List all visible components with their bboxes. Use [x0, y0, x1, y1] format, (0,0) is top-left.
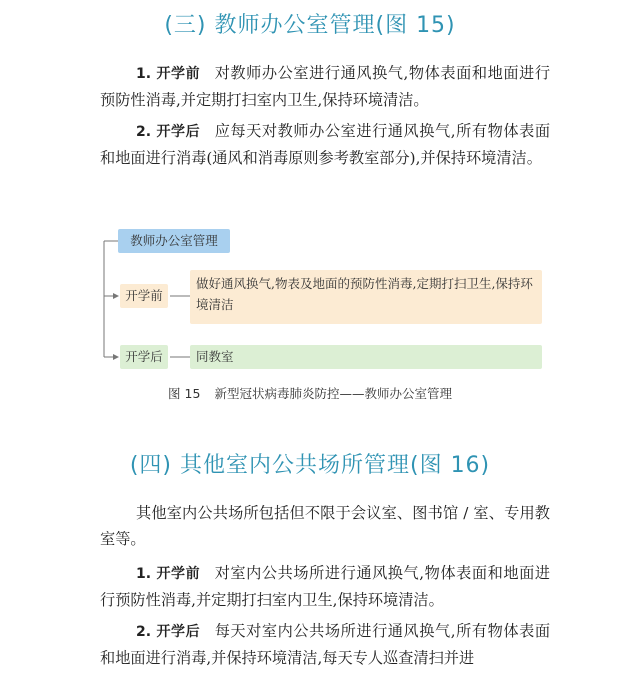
caption-number: 图 15: [168, 386, 201, 401]
item-1-label: 1. 开学前: [136, 66, 201, 82]
item-1-text: 对教师办公室进行通风换气,物体表面和地面进行预防性消毒,并定期打扫室内卫生,保持环境清洁。: [100, 64, 551, 109]
item-2-text: 应每天对教师办公室进行通风换气,所有物体表面和地面进行消毒(通风和消毒原则参考教室部分),并保持环境清洁。: [100, 122, 551, 167]
diagram-root-box: 教师办公室管理: [118, 229, 230, 253]
caption-text: 新型冠状病毒肺炎防控——教师办公室管理: [214, 386, 452, 401]
section-4-item-1: [100, 560, 550, 613]
section-3-item-2: [100, 118, 550, 171]
item-2-label: 2. 开学后: [136, 624, 201, 640]
item-1-text: 对室内公共场所进行通风换气,物体表面和地面进行预防性消毒,并定期打扫室内卫生,保持环境清洁。: [100, 564, 551, 609]
item-2-label: 2. 开学后: [136, 124, 201, 140]
diagram-before-content: 做好通风换气,物表及地面的预防性消毒,定期打扫卫生,保持环境清洁: [190, 270, 542, 324]
section-4-item-2: [100, 618, 550, 671]
section-4-intro: 其他室内公共场所包括但不限于会议室、图书馆 / 室、专用教室等。: [100, 504, 550, 548]
item-1-label: 1. 开学前: [136, 566, 201, 582]
diagram-after-tag: 开学后: [120, 345, 168, 369]
section-3-item-1: [100, 60, 550, 113]
section-4-heading: (四) 其他室内公共场所管理(图 16): [129, 453, 491, 478]
section-3-heading: (三) 教师办公室管理(图 15): [164, 13, 456, 38]
item-2-text: 每天对室内公共场所进行通风换气,所有物体表面和地面进行消毒,并保持环境清洁,每天专人巡查清扫并进: [100, 622, 551, 667]
diagram-after-content: 同教室: [190, 345, 542, 369]
diagram-before-tag: 开学前: [120, 284, 168, 308]
figure-caption: [0, 384, 620, 402]
